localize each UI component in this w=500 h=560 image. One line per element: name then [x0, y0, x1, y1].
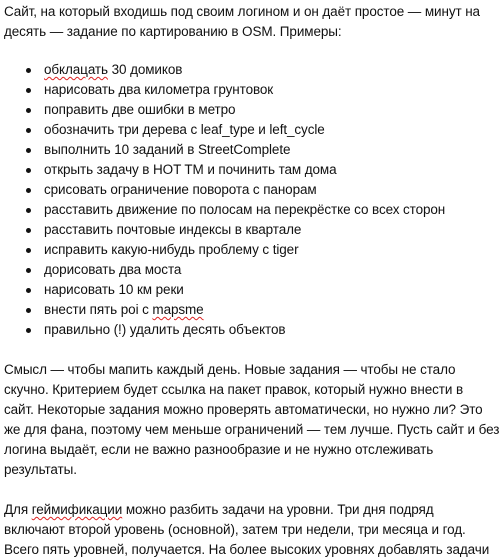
list-item	[4, 220, 500, 240]
bullet-icon	[26, 128, 31, 133]
list-item-text: исправить какую-нибудь проблему с tiger	[44, 242, 299, 257]
bullet-icon	[26, 308, 31, 313]
list-item-text: поправить две ошибки в метро	[44, 102, 236, 117]
list-item	[4, 60, 500, 80]
list-item-text: дорисовать два моста	[44, 262, 182, 277]
list-item-text: расставить почтовые индексы в квартале	[44, 222, 302, 237]
intro-line-1: Сайт, на который входишь под своим логином и он даёт простое — минут на	[4, 4, 480, 19]
list-item	[4, 100, 500, 120]
list-item	[4, 160, 500, 180]
list-item-text: обозначить три дерева с leaf_type и left_cycle	[44, 122, 325, 137]
bullet-icon	[26, 168, 31, 173]
list-item	[4, 140, 500, 160]
intro-line-2: десять — задание по картированию в OSM. Примеры:	[4, 24, 342, 39]
spellcheck-flagged-word[interactable]: mapsme	[152, 302, 204, 317]
bullet-icon	[26, 268, 31, 273]
intro-paragraph	[4, 0, 500, 42]
list-item-text: нарисовать 10 км реки	[44, 282, 184, 297]
meaning-line: результаты.	[4, 462, 77, 477]
list-item	[4, 280, 500, 300]
spellcheck-flagged-word[interactable]: обклацать	[44, 62, 108, 77]
list-item-text: нарисовать два километра грунтовок	[44, 82, 274, 97]
gamification-line-1-prefix: Для	[4, 502, 32, 517]
gamification-line-1	[4, 500, 500, 520]
list-item-text: правильно (!) удалить десять объектов	[44, 322, 286, 337]
bullet-icon	[26, 328, 31, 333]
meaning-line: же для фана, поэтому чем меньше ограничений — тем лучше. Пусть сайт и без	[4, 422, 500, 437]
list-item	[4, 120, 500, 140]
gamification-line-3: Всего пять уровней, получается. На более высоких уровнях добавлять задачи	[4, 542, 490, 557]
bullet-icon	[26, 108, 31, 113]
gamification-line-1-suffix: можно разбить задачи на уровни. Три дня подряд	[122, 502, 434, 517]
meaning-paragraph	[4, 360, 500, 480]
list-item	[4, 260, 500, 280]
spellcheck-flagged-word[interactable]: геймификации	[31, 502, 123, 517]
bullet-icon	[26, 248, 31, 253]
gamification-line-2: включают второй уровень (основной), затем три недели, три месяца и год.	[4, 522, 466, 537]
bullet-icon	[26, 188, 31, 193]
bullet-icon	[26, 288, 31, 293]
list-item	[4, 240, 500, 260]
list-item-text: внести пять poi с	[44, 302, 153, 317]
list-item	[4, 180, 500, 200]
list-item	[4, 200, 500, 220]
gamification-paragraph	[4, 500, 500, 560]
list-item	[4, 320, 500, 340]
bullet-icon	[26, 88, 31, 93]
bullet-icon	[26, 228, 31, 233]
document-body	[4, 0, 500, 560]
examples-list	[4, 60, 500, 340]
list-item-text: открыть задачу в HOT TM и починить там дома	[44, 162, 337, 177]
bullet-icon	[26, 68, 31, 73]
meaning-line: Смысл — чтобы мапить каждый день. Новые задания — чтобы не стало	[4, 362, 456, 377]
list-item-text: расставить движение по полосам на перекрёстке со всех сторон	[44, 202, 446, 217]
list-item-text-suffix: 30 домиков	[107, 62, 183, 77]
meaning-line: скучно. Критерием будет ссылка на пакет правок, который нужно внести в	[4, 382, 464, 397]
list-item-text: срисовать ограничение поворота с панорам	[44, 182, 317, 197]
list-item	[4, 80, 500, 100]
meaning-line: логина выдаёт, если не важно разнообразие и не нужно отслеживать	[4, 442, 434, 457]
bullet-icon	[26, 148, 31, 153]
bullet-icon	[26, 208, 31, 213]
list-item-text: выполнить 10 заданий в StreetComplete	[44, 142, 291, 157]
list-item	[4, 300, 500, 320]
meaning-line: сайт. Некоторые задания можно проверять автоматически, но нужно ли? Это	[4, 402, 483, 417]
